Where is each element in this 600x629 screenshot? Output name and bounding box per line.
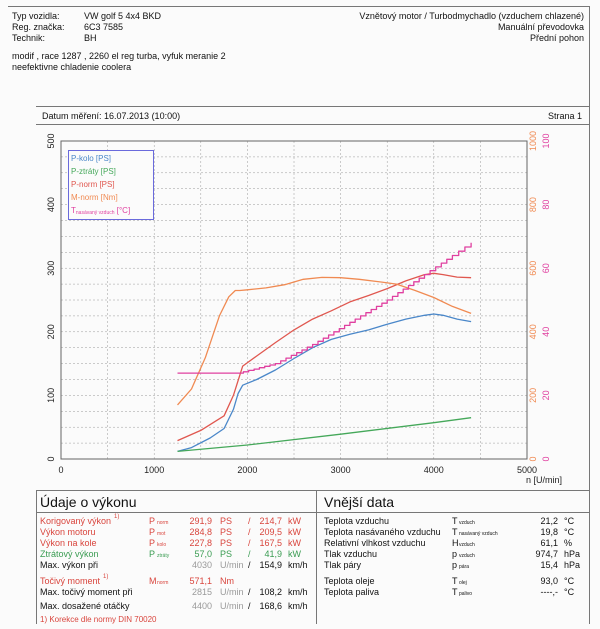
- x-axis-label: n [U/min]: [525, 475, 563, 485]
- vnejsi-row-symbol-sub: vzduch: [459, 542, 475, 548]
- vykon-row-separator: /: [248, 601, 251, 611]
- vehicle-type-value: VW golf 5 4x4 BKD: [84, 11, 162, 21]
- y-right-outer-tick-label: 0: [528, 456, 538, 462]
- technician-label: Technik:: [12, 33, 46, 43]
- vykon-row-separator: /: [248, 538, 251, 548]
- registration-value: 6C3 7585: [84, 22, 124, 32]
- y-left-tick-label: 0: [46, 456, 56, 462]
- vykon-row-symbol-sub: mot: [157, 531, 166, 537]
- vykon-row-value-1: 2815: [191, 587, 212, 597]
- vnejsi-row-value: 15,4: [540, 560, 558, 570]
- vnejsi-row-value: 61,1: [540, 538, 558, 548]
- vnejsi-row-label: Teplota vzduchu: [324, 516, 390, 526]
- vnejsi-row-symbol: p: [452, 549, 458, 559]
- vnejsi-row: [324, 560, 600, 572]
- vnejsi-row-symbol-sub: olej: [459, 580, 467, 586]
- vykon-row-footnote-ref: 1): [103, 574, 109, 580]
- vnejsi-row-unit: °C: [564, 527, 575, 537]
- vykon-row-label: Max. točivý moment při: [40, 587, 133, 597]
- legend-t-sub: nasávaný vzduch: [75, 210, 115, 216]
- legend-t-unit: [°C]: [114, 206, 131, 215]
- vykon-row-value-2: 108,2: [259, 587, 282, 597]
- vykon-title-rule: [36, 512, 316, 513]
- vykon-row-separator: /: [248, 549, 251, 559]
- y-left-tick-label: 300: [46, 260, 56, 276]
- vykon-row-value-2: 214,7: [259, 516, 282, 526]
- vykon-row-value-2: 167,5: [259, 538, 282, 548]
- vnejsi-title: Vnější data: [324, 494, 395, 510]
- x-tick-label: 4000: [423, 465, 444, 475]
- vehicle-type-label: Typ vozidla:: [12, 11, 60, 21]
- chart-legend: [68, 150, 154, 220]
- vykon-row-label: Max. dosažené otáčky: [40, 601, 130, 611]
- y-right-inner-tick-label: 100: [541, 133, 551, 149]
- series-line-1: [178, 418, 472, 452]
- vykon-row-symbol: P: [149, 538, 156, 548]
- series-line-4: [178, 243, 472, 373]
- vnejsi-row-unit: °C: [564, 516, 575, 526]
- y-right-outer-tick-label: 800: [528, 197, 538, 213]
- vnejsi-row-value: 974,7: [535, 549, 558, 559]
- vnejsi-row-label: Teplota oleje: [324, 576, 375, 586]
- y-left-tick-label: 100: [46, 387, 56, 403]
- vykon-row-unit-2: km/h: [288, 587, 308, 597]
- vnejsi-row-unit: hPa: [564, 560, 581, 570]
- engine-type: Vznětový motor / Turbodmychadlo (vzduchem chlazené): [359, 11, 584, 21]
- vnejsi-row-symbol: T: [452, 516, 458, 526]
- vnejsi-row-symbol-sub: nasávaný vzduch: [459, 531, 498, 537]
- series-line-2: [178, 273, 472, 440]
- gearbox-type: Manuální převodovka: [497, 22, 584, 32]
- legend-item-p-kolo: P-kolo [PS]: [71, 154, 112, 163]
- vykon-row-unit-1: U/min: [220, 601, 244, 611]
- vykon-row-value-2: 41,9: [264, 549, 282, 559]
- vnejsi-row-symbol: H: [452, 538, 459, 548]
- vykon-row-unit-2: kW: [288, 527, 301, 537]
- y-left-tick-label: 200: [46, 324, 56, 340]
- note-line-2: neefektivne chladenie coolera: [12, 62, 132, 72]
- y-right-inner-tick-label: 40: [541, 326, 551, 337]
- vykon-row-label: Korigovaný výkon: [40, 516, 112, 526]
- vnejsi-row-value: ----,-: [540, 587, 558, 597]
- vykon-row-symbol: P: [149, 516, 156, 526]
- vnejsi-row-value: 21,2: [540, 516, 558, 526]
- vykon-row-footnote-ref: 1): [114, 514, 120, 520]
- vnejsi-row-label: Tlak páry: [324, 560, 362, 570]
- vykon-row-value-1: 291,9: [189, 516, 212, 526]
- vnejsi-row: [324, 587, 600, 599]
- series-line-3: [178, 277, 472, 405]
- vykon-row: [40, 560, 330, 572]
- y-left-tick-label: 400: [46, 197, 56, 213]
- vykon-row-unit-1: PS: [220, 527, 233, 537]
- vykon-row-label: Výkon motoru: [40, 527, 96, 537]
- vnejsi-row-symbol: p: [452, 560, 458, 570]
- vykon-row-value-2: 209,5: [259, 527, 282, 537]
- vykon-row-symbol-sub: ztráty: [157, 553, 170, 559]
- x-tick-label: 2000: [237, 465, 258, 475]
- vykon-row-unit-2: kW: [288, 549, 301, 559]
- vnejsi-row-symbol-sub: pára: [459, 564, 470, 570]
- vykon-row-value-1: 571,1: [189, 576, 212, 586]
- drive-type: Přední pohon: [529, 33, 584, 43]
- legend-item-p-norm: P-norm [PS]: [71, 180, 115, 189]
- page-number: Strana 1: [547, 111, 582, 121]
- chart-series: [178, 243, 472, 452]
- vnejsi-row-symbol-sub: vzduch: [459, 520, 475, 526]
- vykon-row-separator: /: [248, 527, 251, 537]
- vykon-row-separator: /: [248, 587, 251, 597]
- series-line-0: [178, 314, 472, 451]
- y-right-outer-tick-label: 200: [528, 387, 538, 403]
- vykon-row-unit-1: PS: [220, 538, 233, 548]
- vykon-row-label: Ztrátový výkon: [40, 549, 99, 559]
- vykon-row-unit-2: kW: [288, 516, 301, 526]
- vnejsi-row-label: Relativní vlhkost vzduchu: [324, 538, 426, 548]
- legend-item-m-norm: M-norm [Nm]: [71, 193, 118, 202]
- legend-t-symbol: T: [71, 206, 76, 215]
- vnejsi-row-unit: °C: [564, 587, 575, 597]
- vnejsi-row-label: Tlak vzduchu: [324, 549, 378, 559]
- vykon-row-unit-1: U/min: [220, 587, 244, 597]
- y-right-outer-tick-label: 1000: [528, 130, 538, 152]
- vnejsi-row-value: 93,0: [540, 576, 558, 586]
- note-line-1: modif , race 1287 , 2260 el reg turba, vyfuk meranie 2: [12, 51, 226, 61]
- vykon-row-value-2: 168,6: [259, 601, 282, 611]
- y-left-tick-label: 500: [46, 133, 56, 149]
- registration-label: Reg. značka:: [12, 22, 65, 32]
- vykon-row-symbol-sub: kolo: [157, 542, 167, 548]
- vnejsi-row-value: 19,8: [540, 527, 558, 537]
- y-right-outer-tick-label: 400: [528, 324, 538, 340]
- vnejsi-row-unit: hPa: [564, 549, 581, 559]
- sections-rule-top: [36, 490, 590, 491]
- vykon-row-unit-1: PS: [220, 549, 233, 559]
- vykon-row-symbol-sub: norm: [157, 580, 169, 586]
- vykon-row-symbol-sub: norm: [157, 520, 169, 526]
- vykon-row-label: Max. výkon při: [40, 560, 99, 570]
- vykon-row-unit-2: km/h: [288, 560, 308, 570]
- y-right-inner-tick-label: 0: [541, 456, 551, 462]
- vykon-row-value-1: 57,0: [194, 549, 212, 559]
- vnejsi-row-label: Teplota paliva: [324, 587, 380, 597]
- vykon-row: [40, 601, 330, 613]
- vykon-row-value-2: 154,9: [259, 560, 282, 570]
- technician-value: BH: [84, 33, 97, 43]
- vykon-row-symbol: P: [149, 549, 156, 559]
- vykon-row-unit-1: U/min: [220, 560, 244, 570]
- vnejsi-row-symbol: T: [452, 576, 458, 586]
- x-tick-label: 0: [58, 465, 64, 475]
- vykon-row-separator: /: [248, 560, 251, 570]
- vnejsi-row-unit: %: [564, 538, 573, 548]
- vykon-row-symbol: M: [149, 576, 157, 586]
- vnejsi-row-symbol-sub: vzduch: [459, 553, 475, 559]
- vnejsi-row-unit: °C: [564, 576, 575, 586]
- vykon-row-symbol: P: [149, 527, 156, 537]
- y-right-inner-tick-label: 80: [541, 199, 551, 210]
- vykon-row-unit-1: Nm: [220, 576, 234, 586]
- vnejsi-row-symbol-sub: palivo: [459, 591, 473, 597]
- vykon-row-unit-2: km/h: [288, 601, 308, 611]
- x-tick-label: 5000: [516, 465, 538, 475]
- vykon-title: Údaje o výkonu: [40, 494, 137, 510]
- y-right-inner-tick-label: 60: [541, 263, 551, 274]
- vykon-row-unit-2: kW: [288, 538, 301, 548]
- measurement-date: Datum měření: 16.07.2013 (10:00): [42, 111, 181, 121]
- sections-left-border: [36, 490, 37, 624]
- vykon-row-value-1: 227,8: [189, 538, 212, 548]
- vnejsi-row-label: Teplota nasávaného vzduchu: [324, 527, 441, 537]
- vykon-row-value-1: 4030: [191, 560, 212, 570]
- legend-item-t-nasavany: [71, 206, 130, 216]
- vykon-table: [40, 516, 316, 624]
- x-tick-label: 1000: [144, 465, 165, 475]
- vykon-row-value-1: 284,8: [189, 527, 212, 537]
- vykon-footnote: 1) Korekce dle normy DIN 70020: [40, 615, 157, 624]
- x-tick-label: 3000: [330, 465, 351, 475]
- vnejsi-row-symbol: T: [452, 527, 458, 537]
- y-right-inner-tick-label: 20: [541, 390, 551, 401]
- vykon-row-label: Točivý moment: [40, 576, 101, 586]
- vykon-row-value-1: 4400: [191, 601, 212, 611]
- y-right-outer-tick-label: 600: [528, 260, 538, 276]
- vykon-row-label: Výkon na kole: [40, 538, 97, 548]
- vykon-row-unit-1: PS: [220, 516, 233, 526]
- vykon-row: [40, 587, 330, 599]
- legend-item-p-ztraty: P-ztráty [PS]: [71, 167, 116, 176]
- vnejsi-table: [324, 516, 588, 606]
- vykon-row-separator: /: [248, 516, 251, 526]
- vnejsi-title-rule: [316, 512, 590, 513]
- vnejsi-row-symbol: T: [452, 587, 458, 597]
